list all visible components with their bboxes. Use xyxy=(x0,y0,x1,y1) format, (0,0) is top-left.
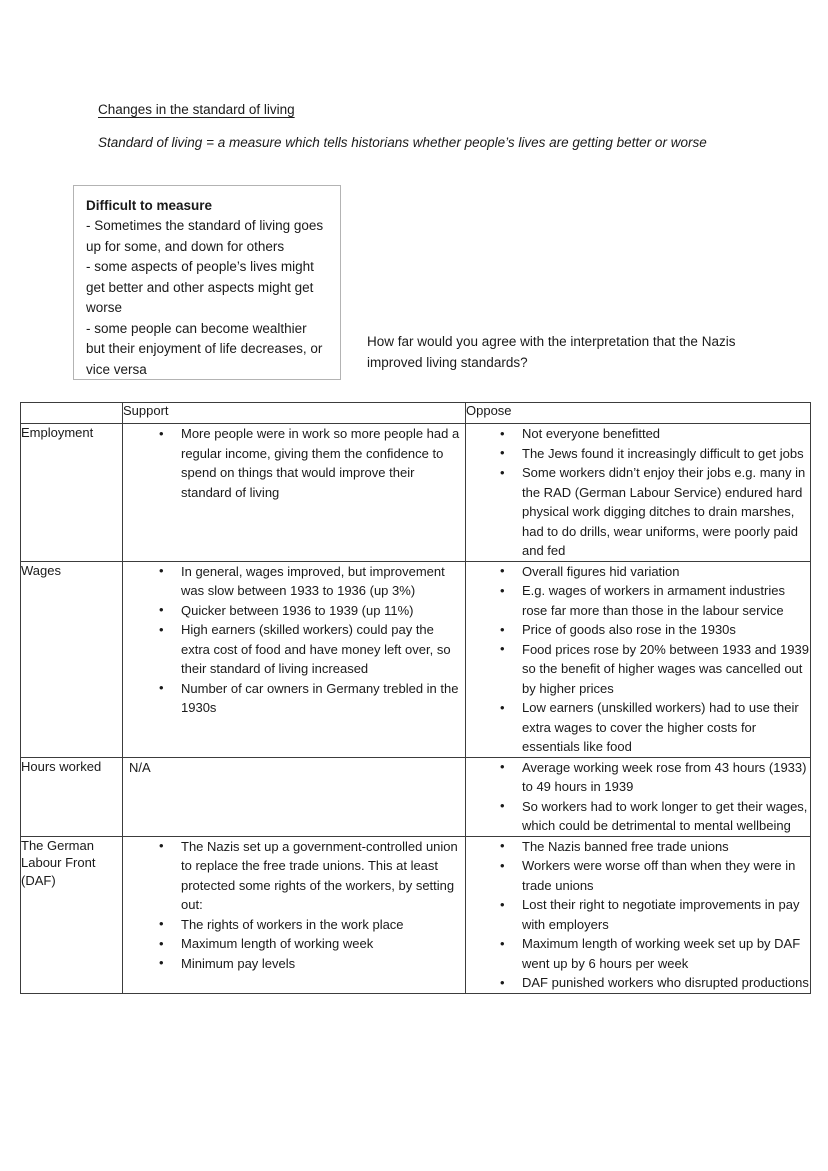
list-item: • DAF punished workers who disrupted productions xyxy=(466,973,810,993)
header-oppose: Oppose xyxy=(466,403,811,424)
support-oppose-table xyxy=(20,402,811,994)
list-item: • Quicker between 1936 to 1939 (up 11%) xyxy=(123,601,465,621)
list-item: • The Nazis set up a government-controlled union to replace the free trade unions. This at least protected some rights of the workers, by setting out: xyxy=(123,837,465,915)
row-oppose-cell xyxy=(466,836,811,993)
support-bullet-list xyxy=(123,424,465,502)
table-row xyxy=(21,424,811,562)
note-box-line: - some people can become wealthier but their enjoyment of life decreases, or vice versa xyxy=(86,320,323,377)
list-item: • More people were in work so more people had a regular income, giving them the confidence to spend on things that would improve their standard of living xyxy=(123,424,465,502)
list-item: • The Nazis banned free trade unions xyxy=(466,837,810,857)
header-support: Support xyxy=(123,403,466,424)
support-bullet-list xyxy=(123,837,465,974)
list-item: • Workers were worse off than when they were in trade unions xyxy=(466,856,810,895)
list-item: • Overall figures hid variation xyxy=(466,562,810,582)
table-header-row xyxy=(21,403,811,424)
list-item: • Not everyone benefitted xyxy=(466,424,810,444)
list-item: • Some workers didn’t enjoy their jobs e.g. many in the RAD (German Labour Service) endured hard physical work digging ditches to drain marshes, had to do drills, wear uniforms, were poorly paid and fed xyxy=(466,463,810,561)
row-category: Employment xyxy=(21,424,123,562)
row-oppose-cell xyxy=(466,424,811,562)
row-category: Hours worked xyxy=(21,757,123,836)
header-category xyxy=(21,403,123,424)
row-support-cell xyxy=(123,836,466,993)
row-oppose-cell xyxy=(466,561,811,757)
list-item: • So workers had to work longer to get their wages, which could be detrimental to mental wellbeing xyxy=(466,797,810,836)
row-support-cell xyxy=(123,424,466,562)
list-item: • Lost their right to negotiate improvements in pay with employers xyxy=(466,895,810,934)
oppose-bullet-list xyxy=(466,562,810,757)
list-item: • Maximum length of working week xyxy=(123,934,465,954)
list-item: • The Jews found it increasingly difficult to get jobs xyxy=(466,444,810,464)
list-item: • Price of goods also rose in the 1930s xyxy=(466,620,810,640)
interpretation-question: How far would you agree with the interpretation that the Nazis improved living standards? xyxy=(367,334,736,370)
page-title: Changes in the standard of living xyxy=(98,102,295,117)
list-item: • Number of car owners in Germany trebled in the 1930s xyxy=(123,679,465,718)
list-item: • The rights of workers in the work place xyxy=(123,915,465,935)
difficult-to-measure-box xyxy=(73,185,341,380)
list-item: • Food prices rose by 20% between 1933 and 1939 so the benefit of higher wages was cancelled out by higher prices xyxy=(466,640,810,699)
oppose-bullet-list xyxy=(466,758,810,836)
list-item: • In general, wages improved, but improvement was slow between 1933 to 1936 (up 3%) xyxy=(123,562,465,601)
standard-of-living-definition: Standard of living = a measure which tells historians whether people’s lives are getting better or worse xyxy=(98,135,707,150)
table-row xyxy=(21,561,811,757)
list-item: • Maximum length of working week set up by DAF went up by 6 hours per week xyxy=(466,934,810,973)
row-category: The German Labour Front (DAF) xyxy=(21,836,123,993)
row-support-cell xyxy=(123,561,466,757)
support-bullet-list xyxy=(123,562,465,718)
oppose-bullet-list xyxy=(466,424,810,561)
list-item: • Average working week rose from 43 hours (1933) to 49 hours in 1939 xyxy=(466,758,810,797)
list-item: • Low earners (unskilled workers) had to use their extra wages to cover the higher costs for essentials like food xyxy=(466,698,810,757)
oppose-bullet-list xyxy=(466,837,810,993)
row-support-cell: N/A xyxy=(123,757,466,836)
list-item: • Minimum pay levels xyxy=(123,954,465,974)
list-item: • E.g. wages of workers in armament industries rose far more than those in the labour service xyxy=(466,581,810,620)
note-box-title: Difficult to measure xyxy=(86,198,213,213)
note-box-line: - some aspects of people’s lives might get better and other aspects might get worse xyxy=(86,259,314,315)
row-category: Wages xyxy=(21,561,123,757)
table-row xyxy=(21,836,811,993)
note-box-line: - Sometimes the standard of living goes up for some, and down for others xyxy=(86,218,324,254)
table-row xyxy=(21,757,811,836)
row-oppose-cell xyxy=(466,757,811,836)
list-item: • High earners (skilled workers) could pay the extra cost of food and have money left over, so their standard of living increased xyxy=(123,620,465,679)
